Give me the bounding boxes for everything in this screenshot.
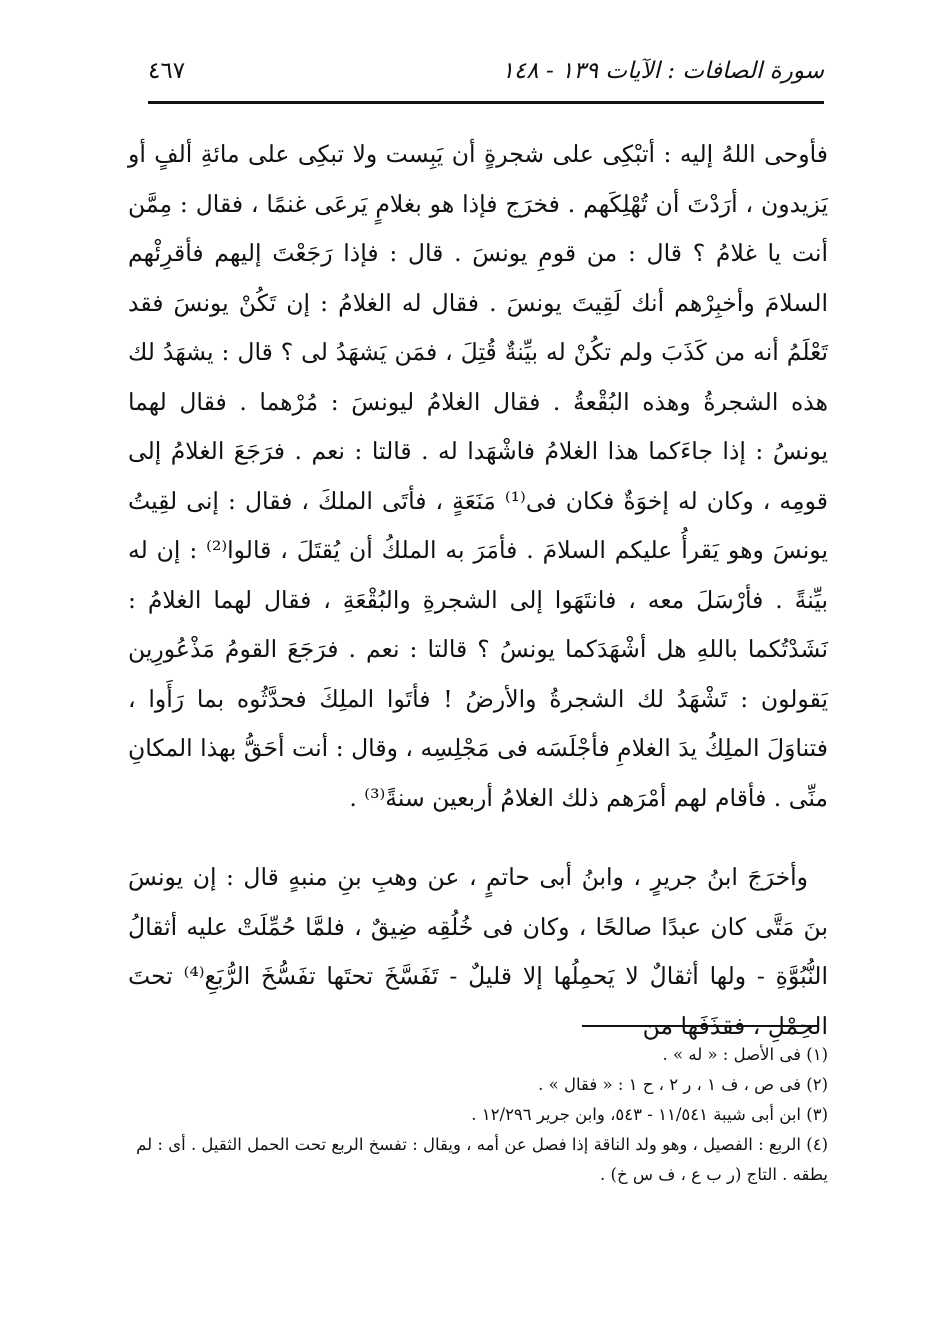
footnote-rule (582, 1025, 818, 1027)
footnote: (٤) الربع : الفصيل ، وهو ولد الناقة إذا فصل عن أمه ، ويقال : تفسخ الربع تحت الحمل الثقيل . أى : لم يطقه . التاج (ر ب ع ، ف س خ) . (136, 1135, 828, 1184)
body-paragraph: فأوحى اللهُ إليه : أتبْكِى على شجرةٍ أن يَبِست ولا تبكِى على مائةِ ألفٍ أو يَزيدون ، أرَدْتَ أن تُهْلِكَهم . فخرَج فإذا هو بغلامٍ يَرعَى غنمًا ، فقال : مِمَّن أنت يا غلامُ ؟ قال : من قومِ يونسَ . قال : فإذا رَجَعْتَ إليهم فأقرِئْهم السلامَ وأخبِرْهم أنك لَقِيتَ يونسَ . فقال له الغلامُ : إن تَكُنْ يونسَ فقد تَعْلَمُ أنه من كَذَبَ ولم تكُنْ له بيِّنةٌ قُتِلَ ، فمَن يَشهَدُ لى ؟ قال : يشهَدُ لك هذه الشجرةُ وهذه البُقْعةُ . فقال الغلامُ ليونسَ : مُرْهما . فقال لهما يونسُ : إذا جاءَكما هذا الغلامُ فاشْهَدا له . قالتا : نعم . فرَجَعَ الغلامُ إلى قومِه ، وكان له إخوَةٌ فكان فى⁽¹⁾ مَنَعَةٍ ، فأتَى الملكَ ، فقال : إنى لقِيتُ يونسَ وهو يَقرأُ عليكم السلامَ . فأمَرَ به الملكُ أن يُقتَلَ ، قالوا⁽²⁾ : إن له بيِّنةً . فأرْسَلَ معه ، فانتَهَوا إلى الشجرةِ والبُقْعَةِ ، فقال لهما الغلامُ : نَشَدْتُكما باللهِ هل أشْهَدَكما يونسُ ؟ قالتا : نعم . فرَجَعَ القومُ مَذْعُورِين يَقولون : تَشْهَدُ لك الشجرةُ والأرضُ ! فأتَوا الملِكَ فحدَّثُوه بما رَأَوا ، فتناوَلَ الملِكُ يدَ الغلامِ فأجْلَسَه فى مَجْلِسِه ، وقال : أنت أحَقُّ بهذا المكانِ منِّى . فأقام لهم أمْرَهم ذلك الغلامُ أربعين سنةً⁽³⁾ . (128, 140, 828, 812)
page-number: ٤٦٧ (148, 58, 186, 84)
footnotes (128, 1040, 828, 1190)
body-paragraph: وأخرَجَ ابنُ جريرٍ ، وابنُ أبى حاتمٍ ، عن وهبِ بنِ منبهٍ قال : إن يونسَ بنَ مَتَّى كان عبدًا صالحًا ، وكان فى خُلُقِه ضِيقٌ ، فلمَّا حُمِّلَتْ عليه أثقالُ النُّبُوَّةِ - ولها أثقالٌ لا يَحمِلُها إلا قليلٌ - تَفَسَّخَ تحتَها تفَسُّخَ الرُّبَعِ⁽⁴⁾ تحتَ الحِمْلِ ، فقذَفَها من (128, 863, 828, 1040)
footnote: (١) فى الأصل : « له » . (662, 1045, 828, 1064)
header-rule (148, 101, 824, 104)
running-title: سورة الصافات : الآيات ١٣٩ - ١٤٨ (501, 58, 824, 84)
footnote: (٣) ابن أبى شيبة ١١/٥٤١ - ٥٤٣، وابن جرير ١٢/٢٩٦ . (471, 1105, 828, 1124)
body-text (128, 130, 828, 1051)
page-header (148, 58, 824, 98)
footnote: (٢) فى ص ، ف ١ ، ر ٢ ، ح ١ : « فقال » . (538, 1075, 828, 1094)
